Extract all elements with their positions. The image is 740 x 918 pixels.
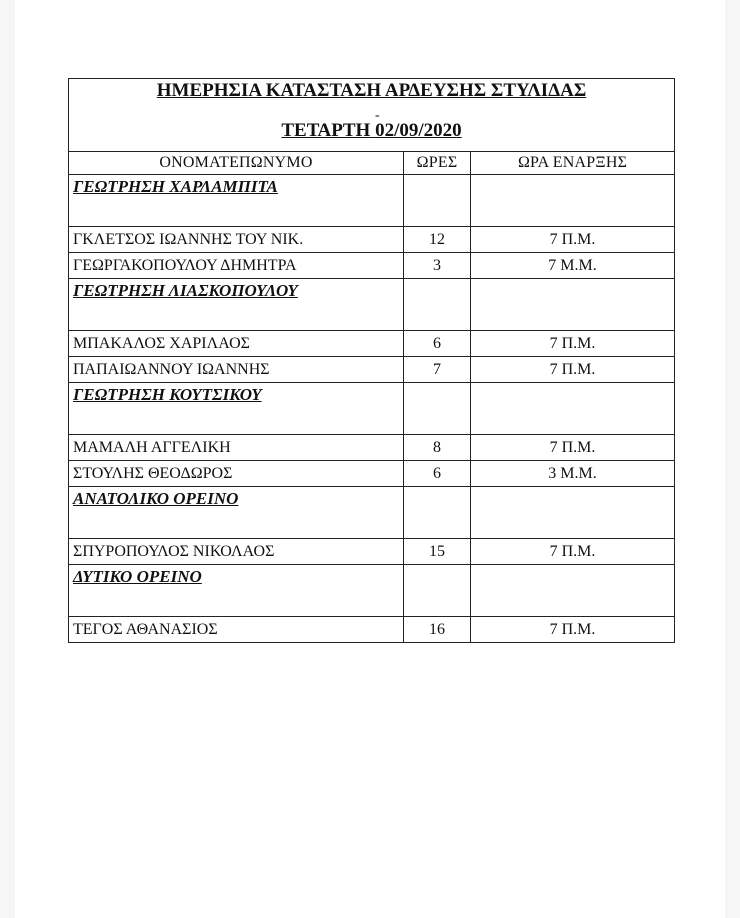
irrigation-hours: 12 — [404, 227, 471, 253]
irrigation-hours: 15 — [404, 539, 471, 565]
table-row — [69, 461, 675, 487]
irrigation-hours: 6 — [404, 331, 471, 357]
section-row — [69, 565, 675, 617]
section-name: ΓΕΩΤΡΗΣΗ ΧΑΡΛΑΜΠΙΤΑ — [73, 177, 278, 196]
section-row — [69, 383, 675, 435]
section-name: ΑΝΑΤΟΛΙΚΟ ΟΡΕΙΝΟ — [73, 489, 239, 508]
section-name-cell — [69, 383, 404, 435]
section-name: ΔΥΤΙΚΟ ΟΡΕΙΝΟ — [73, 567, 202, 586]
start-time: 7 Μ.Μ. — [471, 253, 675, 279]
section-row — [69, 279, 675, 331]
section-start-cell — [471, 175, 675, 227]
table-row — [69, 253, 675, 279]
table-row — [69, 227, 675, 253]
document-header — [69, 79, 675, 152]
column-header-hours: ΩΡΕΣ — [404, 152, 471, 175]
dash-mark: - — [375, 108, 380, 123]
column-header-start-time: ΩΡΑ ΕΝΑΡΞΗΣ — [471, 152, 675, 175]
section-name-cell — [69, 487, 404, 539]
section-row — [69, 175, 675, 227]
farmer-name: ΜΑΜΑΛΗ ΑΓΓΕΛΙΚΗ — [69, 435, 404, 461]
start-time: 7 Π.Μ. — [471, 227, 675, 253]
section-start-cell — [471, 383, 675, 435]
section-hours-cell — [404, 487, 471, 539]
farmer-name: ΓΕΩΡΓΑΚΟΠΟΥΛΟΥ ΔΗΜΗΤΡΑ — [69, 253, 404, 279]
column-header-name: ΟΝΟΜΑΤΕΠΩΝΥΜΟ — [69, 152, 404, 175]
table-row — [69, 435, 675, 461]
irrigation-hours: 6 — [404, 461, 471, 487]
section-row — [69, 487, 675, 539]
document-day: ΤΕΤΑΡΤΗ — [281, 120, 371, 141]
section-hours-cell — [404, 383, 471, 435]
irrigation-hours: 8 — [404, 435, 471, 461]
section-start-cell — [471, 279, 675, 331]
table-row — [69, 617, 675, 643]
table-row — [69, 539, 675, 565]
irrigation-hours: 3 — [404, 253, 471, 279]
section-name: ΓΕΩΤΡΗΣΗ ΚΟΥΤΣΙΚΟΥ — [73, 385, 262, 404]
start-time: 7 Π.Μ. — [471, 331, 675, 357]
section-start-cell — [471, 565, 675, 617]
farmer-name: ΣΠΥΡΟΠΟΥΛΟΣ ΝΙΚΟΛΑΟΣ — [69, 539, 404, 565]
irrigation-schedule-table — [68, 78, 675, 643]
start-time: 3 Μ.Μ. — [471, 461, 675, 487]
farmer-name: ΜΠΑΚΑΛΟΣ ΧΑΡΙΛΑΟΣ — [69, 331, 404, 357]
section-hours-cell — [404, 175, 471, 227]
section-start-cell — [471, 487, 675, 539]
document-date-line — [73, 119, 670, 143]
farmer-name: ΠΑΠΑΙΩΑΝΝΟΥ ΙΩΑΝΝΗΣ — [69, 357, 404, 383]
farmer-name: ΤΕΓΟΣ ΑΘΑΝΑΣΙΟΣ — [69, 617, 404, 643]
document-title: ΗΜΕΡΗΣΙΑ ΚΑΤΑΣΤΑΣΗ ΑΡΔΕΥΣΗΣ ΣΤΥΛΙΔΑΣ — [156, 80, 587, 101]
irrigation-hours: 16 — [404, 617, 471, 643]
start-time: 7 Π.Μ. — [471, 435, 675, 461]
table-row — [69, 357, 675, 383]
section-hours-cell — [404, 565, 471, 617]
section-name: ΓΕΩΤΡΗΣΗ ΛΙΑΣΚΟΠΟΥΛΟΥ — [73, 281, 298, 300]
start-time: 7 Π.Μ. — [471, 617, 675, 643]
table-row — [69, 331, 675, 357]
farmer-name: ΣΤΟΥΛΗΣ ΘΕΟΔΩΡΟΣ — [69, 461, 404, 487]
section-name-cell — [69, 279, 404, 331]
start-time: 7 Π.Μ. — [471, 357, 675, 383]
section-name-cell — [69, 565, 404, 617]
column-header-row — [69, 152, 675, 175]
start-time: 7 Π.Μ. — [471, 539, 675, 565]
section-name-cell — [69, 175, 404, 227]
farmer-name: ΓΚΛΕΤΣΟΣ ΙΩΑΝΝΗΣ ΤΟΥ ΝΙΚ. — [69, 227, 404, 253]
irrigation-hours: 7 — [404, 357, 471, 383]
document-date: 02/09/2020 — [375, 120, 462, 141]
section-hours-cell — [404, 279, 471, 331]
